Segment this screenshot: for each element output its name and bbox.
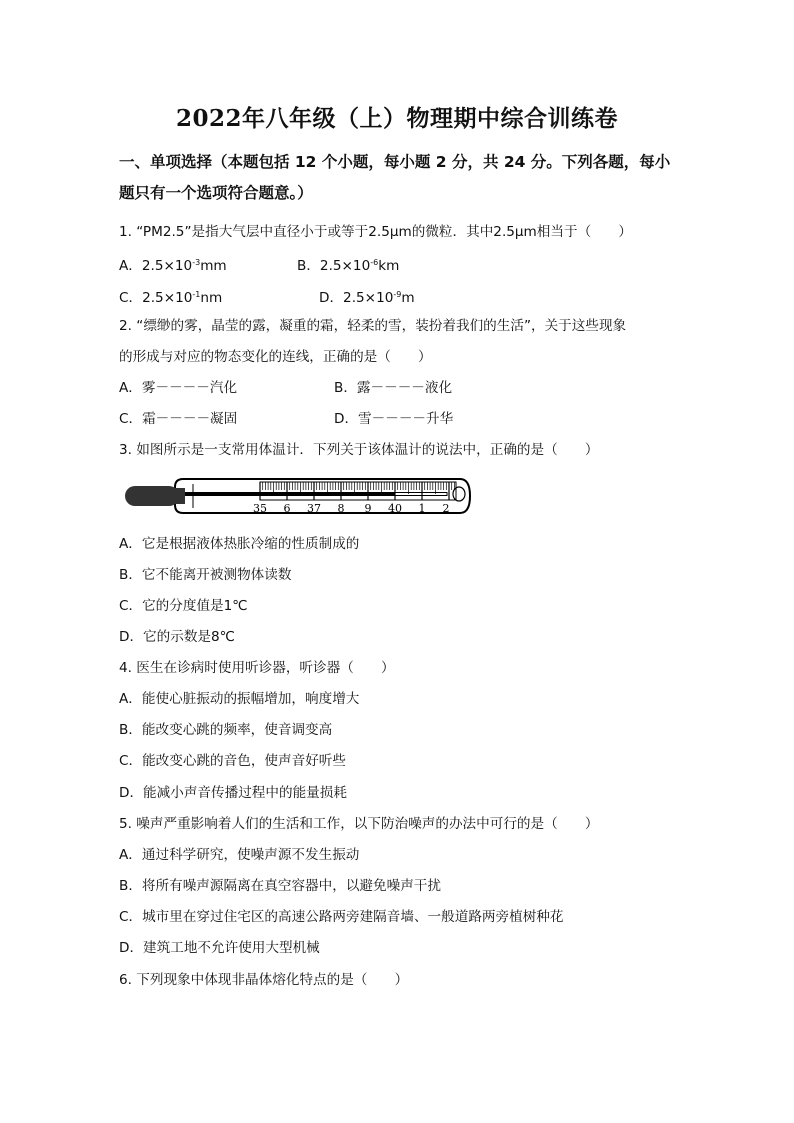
question-2-option-b: B．露－－－－液化 [334, 380, 453, 396]
tick-label-37: 37 [307, 502, 321, 515]
tick-label-38: 8 [337, 502, 345, 515]
question-2-option-d: D．雪－－－－升华 [334, 411, 454, 427]
question-1-option-c: C．$2.5\times 10^{-1}nm$ [119, 290, 223, 306]
question-5-option-d: D．建筑工地不允许使用大型机械 [119, 940, 320, 956]
page-title: 2022年八年级（上）物理期中综合训练卷 [175, 105, 618, 132]
tick-label-36: 6 [283, 502, 291, 515]
question-1-option-a: A．$2.5\times 10^{-3}mm$ [119, 258, 227, 274]
section-heading-line2: 题只有一个选项符合题意。） [119, 184, 313, 202]
thermometer-figure [123, 472, 473, 520]
question-3-stem: 3. 如图所示是一支常用体温计．下列关于该体温计的说法中，正确的是（ ） [119, 442, 599, 458]
question-3-option-a: A．它是根据液体热胀冷缩的性质制成的 [119, 536, 360, 552]
question-2-stem-line2: 的形成与对应的物态变化的连线，正确的是（ ） [119, 349, 432, 365]
section-heading-line1: 一、单项选择（本题包括 12 个小题，每小题 2 分，共 24 分。下列各题，每小 [119, 153, 671, 171]
question-4-option-d: D．能减小声音传播过程中的能量损耗 [119, 785, 347, 801]
question-4-stem: 4. 医生在诊病时使用听诊器，听诊器（ ） [119, 660, 395, 676]
question-1-option-b: B．$2.5\times 10^{-6}km$ [297, 258, 400, 274]
question-5-option-b: B．将所有噪声源隔离在真空容器中，以避免噪声干扰 [119, 878, 441, 894]
question-5-option-c: C．城市里在穿过住宅区的高速公路两旁建隔音墙、一般道路两旁植树种花 [119, 909, 564, 925]
tick-label-41: 1 [418, 502, 426, 515]
question-3-option-c: C．它的分度值是1℃ [119, 598, 248, 614]
tick-label-39: 9 [364, 502, 372, 515]
question-5-option-a: A．通过科学研究，使噪声源不发生振动 [119, 847, 360, 863]
question-4-option-b: B．能改变心跳的频率，使音调变高 [119, 722, 333, 738]
question-2-option-a: A．雾－－－－汽化 [119, 380, 238, 396]
question-4-option-c: C．能改变心跳的音色，使声音好听些 [119, 753, 346, 769]
question-2-option-c: C．霜－－－－凝固 [119, 411, 238, 427]
tick-label-40: 40 [388, 502, 402, 515]
tick-label-35: 35 [253, 502, 267, 515]
question-3-option-b: B．它不能离开被测物体读数 [119, 567, 292, 583]
question-5-stem: 5. 噪声严重影响着人们的生活和工作，以下防治噪声的办法中可行的是（ ） [119, 816, 599, 832]
question-1-stem: 1. “PM2.5”是指大气层中直径小于或等于2.5μm的微粒．其中2.5μm相当于（ ） [119, 224, 632, 240]
question-3-option-d: D．它的示数是8℃ [119, 629, 235, 645]
question-2-stem-line1: 2. “缥缈的雾，晶莹的露，凝重的霜，轻柔的雪，装扮着我们的生活”，关于这些现象 [119, 318, 627, 334]
question-1-option-d: D．$2.5\times 10^{-9}m$ [319, 290, 415, 306]
question-4-option-a: A．能使心脏振动的振幅增加，响度增大 [119, 691, 360, 707]
question-6-stem: 6. 下列现象中体现非晶体熔化特点的是（ ） [119, 972, 409, 988]
tick-label-42: 2 [442, 502, 450, 515]
